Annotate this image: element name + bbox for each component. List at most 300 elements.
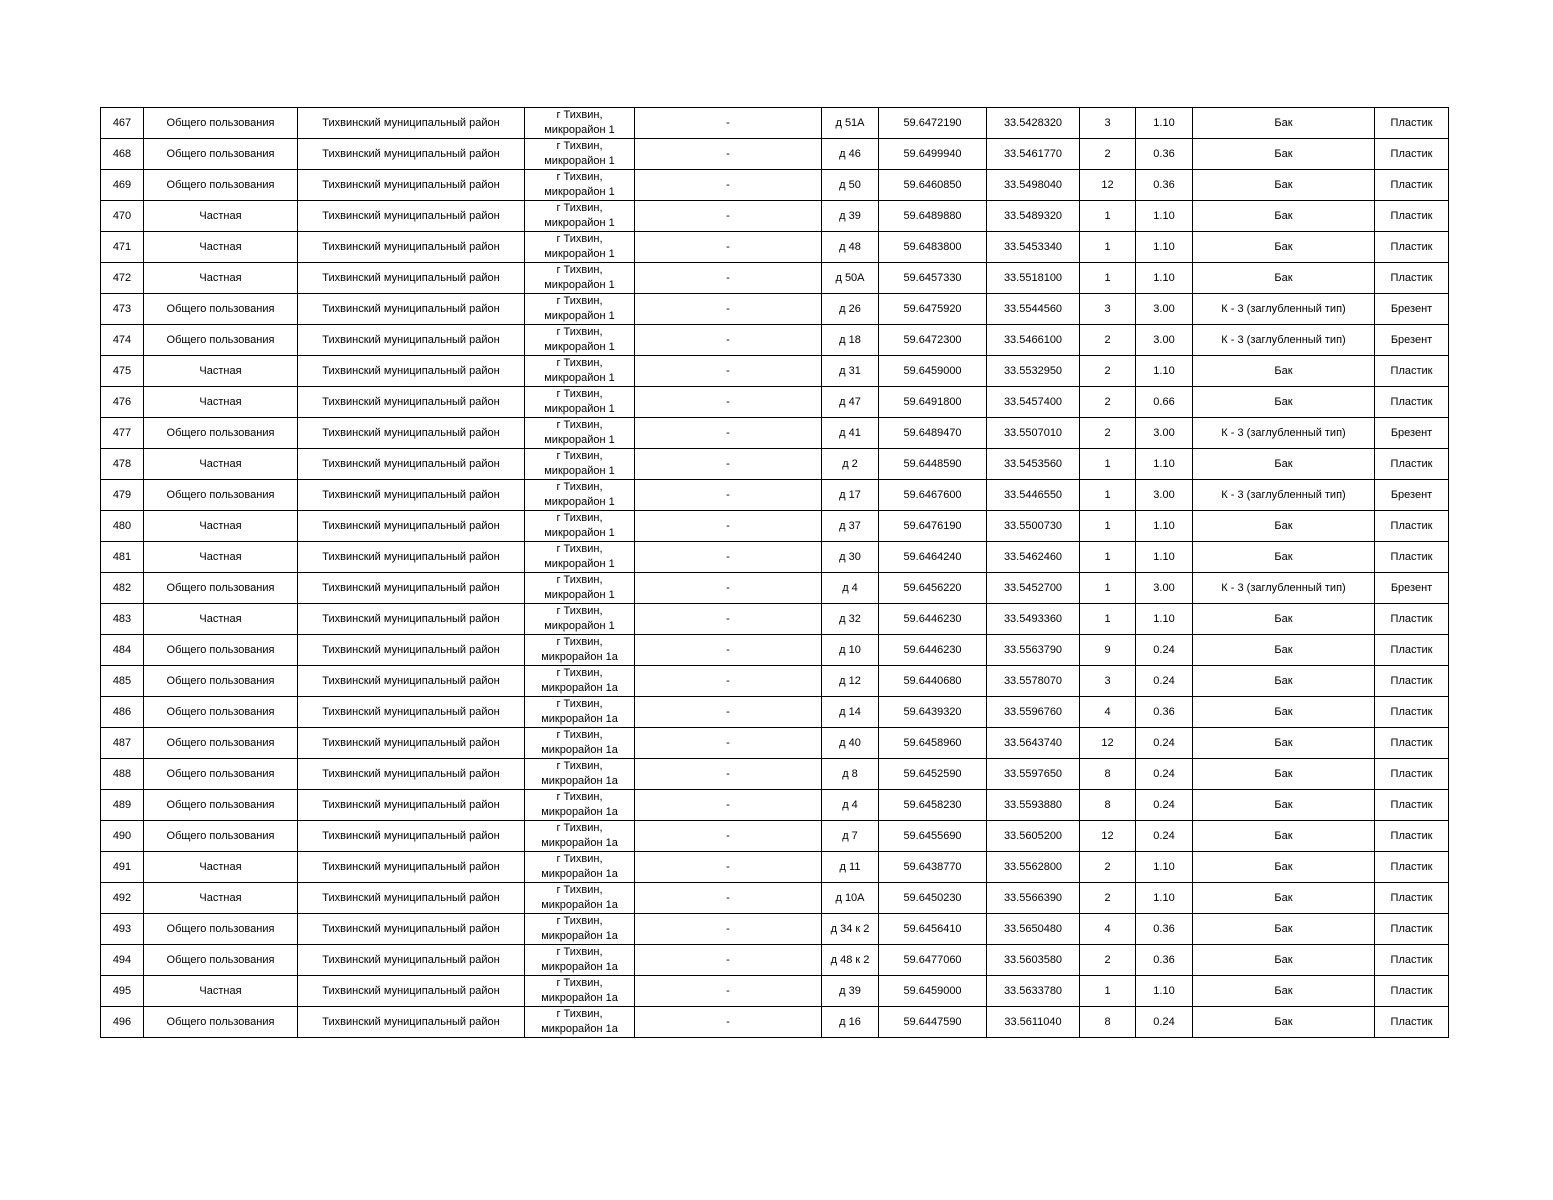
material-cell: Пластик [1375,139,1449,170]
microdistrict-text: микрорайон 1 [544,217,615,229]
container-volume-cell: 0.24 [1136,728,1193,759]
locality-cell [525,542,635,573]
locality-cell [525,790,635,821]
locality-cell [525,1007,635,1038]
latitude-cell: 59.6472300 [879,325,987,356]
house-cell: д 34 к 2 [822,914,879,945]
district-cell: Тихвинский муниципальный район [298,511,525,542]
table-row [101,821,1449,852]
row-number-cell: 469 [101,170,144,201]
material-cell: Пластик [1375,790,1449,821]
container-volume-cell: 0.36 [1136,945,1193,976]
city-text: г Тихвин, [556,171,603,183]
site-type-cell: Общего пользования [144,821,298,852]
site-type-cell: Общего пользования [144,573,298,604]
row-number-cell: 471 [101,232,144,263]
container-volume-cell: 1.10 [1136,976,1193,1007]
longitude-cell: 33.5493360 [987,604,1080,635]
house-cell: д 37 [822,511,879,542]
container-volume-cell: 1.10 [1136,263,1193,294]
city-text: г Тихвин, [556,636,603,648]
street-cell: - [635,542,822,573]
container-volume-cell: 1.10 [1136,201,1193,232]
table-row [101,480,1449,511]
city-text: г Тихвин, [556,760,603,772]
microdistrict-text: микрорайон 1а [541,651,618,663]
city-text: г Тихвин, [556,264,603,276]
container-volume-cell: 0.24 [1136,759,1193,790]
site-type-cell: Частная [144,883,298,914]
house-cell: д 12 [822,666,879,697]
row-number-cell: 496 [101,1007,144,1038]
street-cell: - [635,418,822,449]
material-cell: Пластик [1375,697,1449,728]
row-number-cell: 492 [101,883,144,914]
material-cell: Пластик [1375,263,1449,294]
district-cell: Тихвинский муниципальный район [298,852,525,883]
street-cell: - [635,356,822,387]
table-row [101,139,1449,170]
house-cell: д 50 [822,170,879,201]
microdistrict-text: микрорайон 1 [544,310,615,322]
locality-cell [525,821,635,852]
microdistrict-text: микрорайон 1 [544,341,615,353]
district-cell: Тихвинский муниципальный район [298,294,525,325]
site-type-cell: Частная [144,387,298,418]
city-text: г Тихвин, [556,667,603,679]
container-count-cell: 12 [1080,728,1136,759]
container-volume-cell: 1.10 [1136,449,1193,480]
table-row [101,542,1449,573]
longitude-cell: 33.5507010 [987,418,1080,449]
house-cell: д 39 [822,976,879,1007]
longitude-cell: 33.5446550 [987,480,1080,511]
house-cell: д 4 [822,790,879,821]
house-cell: д 32 [822,604,879,635]
city-text: г Тихвин, [556,729,603,741]
street-cell: - [635,201,822,232]
waste-site-registry-table [100,107,1449,1038]
city-text: г Тихвин, [556,1008,603,1020]
longitude-cell: 33.5566390 [987,883,1080,914]
latitude-cell: 59.6452590 [879,759,987,790]
site-type-cell: Частная [144,976,298,1007]
street-cell: - [635,790,822,821]
locality-cell [525,294,635,325]
house-cell: д 26 [822,294,879,325]
container-volume-cell: 0.36 [1136,170,1193,201]
longitude-cell: 33.5532950 [987,356,1080,387]
site-type-cell: Общего пользования [144,418,298,449]
locality-cell [525,759,635,790]
site-type-cell: Общего пользования [144,139,298,170]
microdistrict-text: микрорайон 1 [544,620,615,632]
district-cell: Тихвинский муниципальный район [298,480,525,511]
container-count-cell: 9 [1080,635,1136,666]
container-type-cell: Бак [1193,604,1375,635]
row-number-cell: 468 [101,139,144,170]
longitude-cell: 33.5544560 [987,294,1080,325]
table-row [101,666,1449,697]
longitude-cell: 33.5518100 [987,263,1080,294]
longitude-cell: 33.5457400 [987,387,1080,418]
house-cell: д 14 [822,697,879,728]
district-cell: Тихвинский муниципальный район [298,139,525,170]
city-text: г Тихвин, [556,450,603,462]
house-cell: д 48 [822,232,879,263]
container-type-cell: Бак [1193,201,1375,232]
container-count-cell: 1 [1080,232,1136,263]
longitude-cell: 33.5596760 [987,697,1080,728]
site-type-cell: Общего пользования [144,170,298,201]
latitude-cell: 59.6491800 [879,387,987,418]
table-row [101,449,1449,480]
container-volume-cell: 1.10 [1136,852,1193,883]
district-cell: Тихвинский муниципальный район [298,697,525,728]
container-volume-cell: 3.00 [1136,480,1193,511]
material-cell: Пластик [1375,914,1449,945]
row-number-cell: 486 [101,697,144,728]
city-text: г Тихвин, [556,574,603,586]
microdistrict-text: микрорайон 1 [544,434,615,446]
container-count-cell: 4 [1080,697,1136,728]
container-volume-cell: 0.24 [1136,666,1193,697]
container-count-cell: 1 [1080,449,1136,480]
table-row [101,387,1449,418]
container-count-cell: 1 [1080,604,1136,635]
microdistrict-text: микрорайон 1 [544,279,615,291]
row-number-cell: 490 [101,821,144,852]
container-type-cell: Бак [1193,790,1375,821]
table-row [101,697,1449,728]
city-text: г Тихвин, [556,698,603,710]
city-text: г Тихвин, [556,915,603,927]
container-type-cell: Бак [1193,387,1375,418]
latitude-cell: 59.6458230 [879,790,987,821]
material-cell: Пластик [1375,170,1449,201]
container-count-cell: 4 [1080,914,1136,945]
district-cell: Тихвинский муниципальный район [298,170,525,201]
row-number-cell: 493 [101,914,144,945]
house-cell: д 2 [822,449,879,480]
row-number-cell: 477 [101,418,144,449]
container-type-cell: Бак [1193,945,1375,976]
table-row [101,356,1449,387]
locality-cell [525,387,635,418]
district-cell: Тихвинский муниципальный район [298,573,525,604]
latitude-cell: 59.6448590 [879,449,987,480]
microdistrict-text: микрорайон 1а [541,775,618,787]
container-volume-cell: 0.36 [1136,139,1193,170]
table-row [101,728,1449,759]
site-type-cell: Частная [144,263,298,294]
table-row [101,759,1449,790]
longitude-cell: 33.5633780 [987,976,1080,1007]
container-count-cell: 1 [1080,511,1136,542]
row-number-cell: 488 [101,759,144,790]
house-cell: д 39 [822,201,879,232]
district-cell: Тихвинский муниципальный район [298,790,525,821]
latitude-cell: 59.6446230 [879,635,987,666]
longitude-cell: 33.5452700 [987,573,1080,604]
material-cell: Пластик [1375,852,1449,883]
material-cell: Пластик [1375,356,1449,387]
site-type-cell: Общего пользования [144,945,298,976]
street-cell: - [635,263,822,294]
longitude-cell: 33.5643740 [987,728,1080,759]
container-type-cell: Бак [1193,914,1375,945]
microdistrict-text: микрорайон 1 [544,558,615,570]
longitude-cell: 33.5428320 [987,108,1080,139]
house-cell: д 46 [822,139,879,170]
material-cell: Пластик [1375,635,1449,666]
container-type-cell: К - 3 (заглубленный тип) [1193,325,1375,356]
city-text: г Тихвин, [556,822,603,834]
latitude-cell: 59.6477060 [879,945,987,976]
longitude-cell: 33.5611040 [987,1007,1080,1038]
latitude-cell: 59.6489470 [879,418,987,449]
microdistrict-text: микрорайон 1а [541,837,618,849]
container-type-cell: К - 3 (заглубленный тип) [1193,480,1375,511]
container-count-cell: 1 [1080,480,1136,511]
container-count-cell: 2 [1080,418,1136,449]
locality-cell [525,108,635,139]
table-row [101,573,1449,604]
house-cell: д 41 [822,418,879,449]
house-cell: д 16 [822,1007,879,1038]
latitude-cell: 59.6472190 [879,108,987,139]
container-count-cell: 2 [1080,852,1136,883]
material-cell: Пластик [1375,666,1449,697]
longitude-cell: 33.5603580 [987,945,1080,976]
microdistrict-text: микрорайон 1а [541,868,618,880]
row-number-cell: 495 [101,976,144,1007]
locality-cell [525,635,635,666]
container-count-cell: 2 [1080,945,1136,976]
district-cell: Тихвинский муниципальный район [298,325,525,356]
longitude-cell: 33.5466100 [987,325,1080,356]
locality-cell [525,728,635,759]
locality-cell [525,201,635,232]
container-count-cell: 2 [1080,139,1136,170]
microdistrict-text: микрорайон 1 [544,372,615,384]
latitude-cell: 59.6456220 [879,573,987,604]
city-text: г Тихвин, [556,977,603,989]
site-type-cell: Общего пользования [144,635,298,666]
site-type-cell: Общего пользования [144,480,298,511]
city-text: г Тихвин, [556,791,603,803]
container-volume-cell: 1.10 [1136,604,1193,635]
table-row [101,604,1449,635]
locality-cell [525,697,635,728]
container-count-cell: 2 [1080,883,1136,914]
locality-cell [525,139,635,170]
street-cell: - [635,914,822,945]
city-text: г Тихвин, [556,512,603,524]
site-type-cell: Общего пользования [144,790,298,821]
table-row [101,418,1449,449]
microdistrict-text: микрорайон 1а [541,1023,618,1035]
row-number-cell: 484 [101,635,144,666]
latitude-cell: 59.6447590 [879,1007,987,1038]
longitude-cell: 33.5562800 [987,852,1080,883]
container-type-cell: К - 3 (заглубленный тип) [1193,294,1375,325]
street-cell: - [635,976,822,1007]
site-type-cell: Общего пользования [144,666,298,697]
district-cell: Тихвинский муниципальный район [298,914,525,945]
container-count-cell: 3 [1080,294,1136,325]
locality-cell [525,914,635,945]
district-cell: Тихвинский муниципальный район [298,232,525,263]
container-volume-cell: 3.00 [1136,294,1193,325]
table-row [101,635,1449,666]
house-cell: д 48 к 2 [822,945,879,976]
site-type-cell: Общего пользования [144,108,298,139]
microdistrict-text: микрорайон 1 [544,403,615,415]
latitude-cell: 59.6457330 [879,263,987,294]
site-type-cell: Частная [144,356,298,387]
district-cell: Тихвинский муниципальный район [298,604,525,635]
material-cell: Пластик [1375,604,1449,635]
street-cell: - [635,480,822,511]
container-count-cell: 12 [1080,170,1136,201]
locality-cell [525,325,635,356]
container-type-cell: Бак [1193,852,1375,883]
table-row [101,852,1449,883]
container-type-cell: Бак [1193,728,1375,759]
material-cell: Пластик [1375,1007,1449,1038]
longitude-cell: 33.5453340 [987,232,1080,263]
container-volume-cell: 0.24 [1136,635,1193,666]
district-cell: Тихвинский муниципальный район [298,418,525,449]
locality-cell [525,170,635,201]
house-cell: д 47 [822,387,879,418]
longitude-cell: 33.5461770 [987,139,1080,170]
row-number-cell: 479 [101,480,144,511]
container-volume-cell: 0.66 [1136,387,1193,418]
locality-cell [525,852,635,883]
city-text: г Тихвин, [556,357,603,369]
row-number-cell: 472 [101,263,144,294]
row-number-cell: 467 [101,108,144,139]
microdistrict-text: микрорайон 1 [544,186,615,198]
street-cell: - [635,1007,822,1038]
container-type-cell: Бак [1193,356,1375,387]
city-text: г Тихвин, [556,605,603,617]
container-count-cell: 8 [1080,759,1136,790]
container-count-cell: 1 [1080,573,1136,604]
city-text: г Тихвин, [556,946,603,958]
container-type-cell: Бак [1193,697,1375,728]
street-cell: - [635,387,822,418]
city-text: г Тихвин, [556,419,603,431]
container-count-cell: 3 [1080,108,1136,139]
microdistrict-text: микрорайон 1а [541,682,618,694]
row-number-cell: 476 [101,387,144,418]
row-number-cell: 470 [101,201,144,232]
row-number-cell: 483 [101,604,144,635]
city-text: г Тихвин, [556,109,603,121]
material-cell: Пластик [1375,542,1449,573]
house-cell: д 10 [822,635,879,666]
table-row [101,883,1449,914]
material-cell: Пластик [1375,976,1449,1007]
longitude-cell: 33.5498040 [987,170,1080,201]
container-volume-cell: 0.36 [1136,697,1193,728]
street-cell: - [635,139,822,170]
material-cell: Пластик [1375,511,1449,542]
microdistrict-text: микрорайон 1а [541,961,618,973]
latitude-cell: 59.6464240 [879,542,987,573]
container-volume-cell: 3.00 [1136,418,1193,449]
house-cell: д 10А [822,883,879,914]
district-cell: Тихвинский муниципальный район [298,542,525,573]
district-cell: Тихвинский муниципальный район [298,387,525,418]
row-number-cell: 494 [101,945,144,976]
container-type-cell: Бак [1193,449,1375,480]
locality-cell [525,883,635,914]
street-cell: - [635,759,822,790]
container-type-cell: Бак [1193,263,1375,294]
city-text: г Тихвин, [556,543,603,555]
street-cell: - [635,449,822,480]
longitude-cell: 33.5578070 [987,666,1080,697]
microdistrict-text: микрорайон 1а [541,992,618,1004]
street-cell: - [635,945,822,976]
latitude-cell: 59.6450230 [879,883,987,914]
container-volume-cell: 3.00 [1136,573,1193,604]
street-cell: - [635,666,822,697]
container-volume-cell: 0.36 [1136,914,1193,945]
house-cell: д 18 [822,325,879,356]
latitude-cell: 59.6439320 [879,697,987,728]
city-text: г Тихвин, [556,853,603,865]
locality-cell [525,418,635,449]
city-text: г Тихвин, [556,140,603,152]
district-cell: Тихвинский муниципальный район [298,263,525,294]
longitude-cell: 33.5605200 [987,821,1080,852]
latitude-cell: 59.6438770 [879,852,987,883]
container-count-cell: 3 [1080,666,1136,697]
site-type-cell: Частная [144,604,298,635]
row-number-cell: 491 [101,852,144,883]
latitude-cell: 59.6446230 [879,604,987,635]
row-number-cell: 478 [101,449,144,480]
longitude-cell: 33.5462460 [987,542,1080,573]
district-cell: Тихвинский муниципальный район [298,449,525,480]
microdistrict-text: микрорайон 1 [544,124,615,136]
material-cell: Брезент [1375,573,1449,604]
house-cell: д 7 [822,821,879,852]
container-count-cell: 2 [1080,325,1136,356]
microdistrict-text: микрорайон 1 [544,496,615,508]
street-cell: - [635,821,822,852]
table-row [101,511,1449,542]
latitude-cell: 59.6460850 [879,170,987,201]
row-number-cell: 473 [101,294,144,325]
latitude-cell: 59.6475920 [879,294,987,325]
material-cell: Пластик [1375,449,1449,480]
street-cell: - [635,294,822,325]
district-cell: Тихвинский муниципальный район [298,201,525,232]
row-number-cell: 481 [101,542,144,573]
material-cell: Брезент [1375,480,1449,511]
material-cell: Пластик [1375,821,1449,852]
container-type-cell: Бак [1193,883,1375,914]
container-volume-cell: 0.24 [1136,821,1193,852]
longitude-cell: 33.5563790 [987,635,1080,666]
microdistrict-text: микрорайон 1а [541,899,618,911]
